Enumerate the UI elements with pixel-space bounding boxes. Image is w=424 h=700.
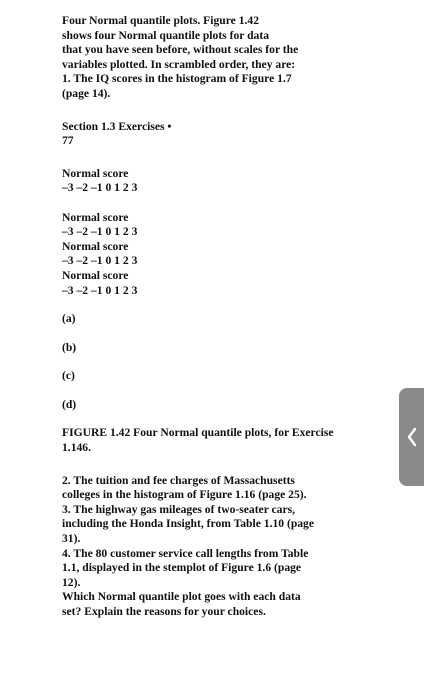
axis-ticks: –3 –2 –1 0 1 2 3 <box>62 225 138 239</box>
panel-label-b: (b) <box>62 340 77 354</box>
intro-line: variables plotted. In scrambled order, they are: <box>62 57 296 71</box>
exercise-item: 3. The highway gas mileages of two-seater cars, <box>62 502 296 516</box>
question-text: Which Normal quantile plot goes with each data <box>62 590 301 604</box>
figure-caption: 1.146. <box>62 441 91 455</box>
axis-ticks: –3 –2 –1 0 1 2 3 <box>62 181 138 195</box>
exercise-item: 2. The tuition and fee charges of Massachusetts <box>62 473 295 487</box>
axis-ticks: –3 –2 –1 0 1 2 3 <box>62 254 138 268</box>
page-number: 77 <box>62 134 74 148</box>
intro-line: (page 14). <box>62 86 111 100</box>
panel-label-c: (c) <box>62 369 75 383</box>
axis-label: Normal score <box>62 210 129 224</box>
exercise-item: 1.1, displayed in the stemplot of Figure 1.6 (page <box>62 561 302 575</box>
intro-line: 1. The IQ scores in the histogram of Figure 1.7 <box>62 72 292 86</box>
panel-label-d: (d) <box>62 397 77 411</box>
intro-line: Four Normal quantile plots. Figure 1.42 <box>62 14 259 27</box>
axis-label: Normal score <box>62 268 129 282</box>
panel-label-a: (a) <box>62 312 76 326</box>
chevron-left-icon <box>407 427 417 447</box>
exercise-item: 31). <box>62 532 81 546</box>
exercise-item: 12). <box>62 575 81 589</box>
document-text <box>62 14 362 620</box>
intro-line: that you have seen before, without scales for the <box>62 43 299 57</box>
axis-label: Normal score <box>62 239 129 253</box>
exercise-item: 4. The 80 customer service call lengths from Table <box>62 546 309 560</box>
figure-caption: FIGURE 1.42 Four Normal quantile plots, for Exercise <box>62 426 334 440</box>
side-panel-toggle[interactable] <box>399 388 424 486</box>
question-text: set? Explain the reasons for your choices. <box>62 605 266 618</box>
exercise-item: including the Honda Insight, from Table 1.10 (page <box>62 517 315 531</box>
intro-line: shows four Normal quantile plots for data <box>62 28 269 42</box>
axis-ticks: –3 –2 –1 0 1 2 3 <box>62 283 138 297</box>
exercise-item: colleges in the histogram of Figure 1.16 (page 25). <box>62 488 307 502</box>
section-heading: Section 1.3 Exercises • <box>62 119 172 133</box>
axis-label: Normal score <box>62 166 129 180</box>
